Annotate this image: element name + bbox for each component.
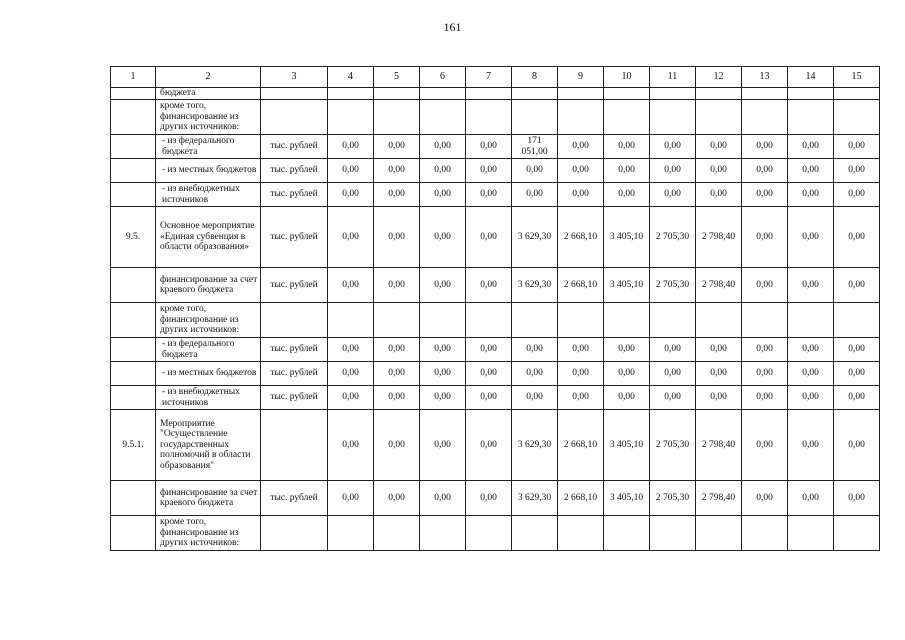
value-cell: 0,00 bbox=[696, 159, 742, 183]
value-cell bbox=[650, 516, 696, 551]
value-cell: 0,00 bbox=[512, 386, 558, 410]
value-cell: 0,00 bbox=[420, 135, 466, 159]
value-cell: 0,00 bbox=[742, 207, 788, 268]
value-cell: 0,00 bbox=[374, 362, 420, 386]
value-cell bbox=[696, 516, 742, 551]
value-cell: 0,00 bbox=[466, 338, 512, 362]
unit-cell bbox=[261, 88, 328, 100]
unit-cell: тыс. рублей bbox=[261, 481, 328, 516]
value-cell: 0,00 bbox=[420, 410, 466, 481]
row-description-cell: - из внебюджетных источников bbox=[156, 183, 261, 207]
table-row bbox=[111, 481, 880, 516]
value-cell: 0,00 bbox=[834, 159, 880, 183]
value-cell: 0,00 bbox=[374, 481, 420, 516]
value-cell: 0,00 bbox=[374, 207, 420, 268]
row-description-cell: - из федерального бюджета bbox=[156, 135, 261, 159]
value-cell: 0,00 bbox=[328, 135, 374, 159]
value-cell: 0,00 bbox=[420, 183, 466, 207]
column-header: 13 bbox=[742, 67, 788, 88]
value-cell bbox=[512, 516, 558, 551]
value-cell: 2 798,40 bbox=[696, 268, 742, 303]
value-cell: 0,00 bbox=[420, 362, 466, 386]
value-cell bbox=[466, 100, 512, 135]
value-cell: 0,00 bbox=[834, 135, 880, 159]
value-cell: 2 705,30 bbox=[650, 481, 696, 516]
value-cell: 0,00 bbox=[558, 183, 604, 207]
value-cell bbox=[604, 516, 650, 551]
value-cell bbox=[420, 516, 466, 551]
unit-cell: тыс. рублей bbox=[261, 207, 328, 268]
value-cell: 0,00 bbox=[788, 386, 834, 410]
budget-table bbox=[110, 66, 880, 551]
value-cell: 0,00 bbox=[834, 481, 880, 516]
value-cell: 0,00 bbox=[788, 338, 834, 362]
row-number-cell bbox=[111, 481, 156, 516]
value-cell bbox=[650, 100, 696, 135]
value-cell: 0,00 bbox=[328, 268, 374, 303]
row-description-cell: финансирование за счет краевого бюджета bbox=[156, 481, 261, 516]
value-cell: 0,00 bbox=[742, 362, 788, 386]
row-number-cell bbox=[111, 516, 156, 551]
row-description-cell: кроме того, финансирование из других источников: bbox=[156, 303, 261, 338]
value-cell bbox=[374, 88, 420, 100]
value-cell bbox=[604, 88, 650, 100]
value-cell: 0,00 bbox=[374, 135, 420, 159]
value-cell: 2 705,30 bbox=[650, 410, 696, 481]
value-cell: 2 668,10 bbox=[558, 268, 604, 303]
value-cell bbox=[328, 88, 374, 100]
value-cell: 0,00 bbox=[834, 338, 880, 362]
value-cell bbox=[512, 303, 558, 338]
column-header: 9 bbox=[558, 67, 604, 88]
value-cell bbox=[420, 100, 466, 135]
value-cell: 0,00 bbox=[834, 410, 880, 481]
value-cell: 0,00 bbox=[466, 135, 512, 159]
value-cell: 0,00 bbox=[834, 183, 880, 207]
value-cell: 0,00 bbox=[834, 362, 880, 386]
value-cell: 0,00 bbox=[604, 135, 650, 159]
value-cell: 0,00 bbox=[788, 410, 834, 481]
value-cell: 0,00 bbox=[420, 338, 466, 362]
value-cell: 0,00 bbox=[650, 386, 696, 410]
value-cell: 0,00 bbox=[788, 135, 834, 159]
value-cell: 3 629,30 bbox=[512, 481, 558, 516]
value-cell: 2 705,30 bbox=[650, 268, 696, 303]
value-cell: 0,00 bbox=[696, 338, 742, 362]
value-cell bbox=[742, 100, 788, 135]
value-cell bbox=[788, 303, 834, 338]
value-cell: 0,00 bbox=[650, 159, 696, 183]
row-description-cell: кроме того, финансирование из других источников: bbox=[156, 516, 261, 551]
value-cell: 3 629,30 bbox=[512, 207, 558, 268]
value-cell: 0,00 bbox=[466, 159, 512, 183]
value-cell bbox=[420, 303, 466, 338]
unit-cell: тыс. рублей bbox=[261, 386, 328, 410]
unit-cell bbox=[261, 516, 328, 551]
row-description-cell: бюджета bbox=[156, 88, 261, 100]
value-cell bbox=[374, 100, 420, 135]
value-cell: 0,00 bbox=[466, 481, 512, 516]
unit-cell: тыс. рублей bbox=[261, 362, 328, 386]
value-cell: 0,00 bbox=[558, 362, 604, 386]
unit-cell: тыс. рублей bbox=[261, 183, 328, 207]
value-cell: 0,00 bbox=[788, 362, 834, 386]
value-cell: 0,00 bbox=[328, 183, 374, 207]
value-cell: 2 668,10 bbox=[558, 481, 604, 516]
unit-cell: тыс. рублей bbox=[261, 268, 328, 303]
value-cell bbox=[696, 303, 742, 338]
value-cell bbox=[788, 88, 834, 100]
row-number-cell bbox=[111, 386, 156, 410]
value-cell: 3 629,30 bbox=[512, 410, 558, 481]
value-cell: 3 405,10 bbox=[604, 481, 650, 516]
value-cell: 2 798,40 bbox=[696, 207, 742, 268]
value-cell: 0,00 bbox=[374, 338, 420, 362]
value-cell: 0,00 bbox=[466, 362, 512, 386]
column-header: 3 bbox=[261, 67, 328, 88]
value-cell: 0,00 bbox=[558, 135, 604, 159]
value-cell bbox=[742, 516, 788, 551]
row-description-cell: - из внебюджетных источников bbox=[156, 386, 261, 410]
column-header: 10 bbox=[604, 67, 650, 88]
value-cell bbox=[558, 88, 604, 100]
value-cell: 0,00 bbox=[696, 362, 742, 386]
value-cell bbox=[696, 88, 742, 100]
value-cell bbox=[328, 303, 374, 338]
value-cell: 0,00 bbox=[374, 410, 420, 481]
table-row bbox=[111, 207, 880, 268]
column-header: 14 bbox=[788, 67, 834, 88]
value-cell: 0,00 bbox=[604, 159, 650, 183]
value-cell: 0,00 bbox=[788, 481, 834, 516]
column-header: 7 bbox=[466, 67, 512, 88]
table-row bbox=[111, 386, 880, 410]
value-cell: 0,00 bbox=[834, 268, 880, 303]
row-number-cell bbox=[111, 303, 156, 338]
column-header: 1 bbox=[111, 67, 156, 88]
row-description-cell: - из местных бюджетов bbox=[156, 159, 261, 183]
value-cell: 0,00 bbox=[328, 338, 374, 362]
table-row bbox=[111, 338, 880, 362]
value-cell: 0,00 bbox=[466, 386, 512, 410]
column-header: 4 bbox=[328, 67, 374, 88]
value-cell: 0,00 bbox=[650, 183, 696, 207]
value-cell bbox=[374, 516, 420, 551]
value-cell bbox=[558, 303, 604, 338]
value-cell: 0,00 bbox=[420, 159, 466, 183]
value-cell bbox=[834, 516, 880, 551]
value-cell: 0,00 bbox=[328, 207, 374, 268]
value-cell: 0,00 bbox=[742, 135, 788, 159]
row-number-cell bbox=[111, 362, 156, 386]
row-number-cell bbox=[111, 183, 156, 207]
row-description-cell: финансирование за счет краевого бюджета bbox=[156, 268, 261, 303]
value-cell: 0,00 bbox=[420, 481, 466, 516]
table-row bbox=[111, 516, 880, 551]
value-cell: 0,00 bbox=[696, 135, 742, 159]
column-header: 8 bbox=[512, 67, 558, 88]
column-header: 15 bbox=[834, 67, 880, 88]
column-header: 12 bbox=[696, 67, 742, 88]
value-cell: 0,00 bbox=[466, 207, 512, 268]
value-cell bbox=[374, 303, 420, 338]
value-cell: 0,00 bbox=[512, 362, 558, 386]
table-row bbox=[111, 268, 880, 303]
table-row bbox=[111, 183, 880, 207]
value-cell bbox=[834, 303, 880, 338]
value-cell: 0,00 bbox=[696, 386, 742, 410]
value-cell: 171 051,00 bbox=[512, 135, 558, 159]
value-cell bbox=[696, 100, 742, 135]
value-cell: 0,00 bbox=[650, 362, 696, 386]
value-cell: 2 668,10 bbox=[558, 207, 604, 268]
value-cell: 0,00 bbox=[466, 410, 512, 481]
unit-cell: тыс. рублей bbox=[261, 338, 328, 362]
value-cell: 3 405,10 bbox=[604, 207, 650, 268]
value-cell bbox=[328, 516, 374, 551]
value-cell: 0,00 bbox=[374, 183, 420, 207]
value-cell: 0,00 bbox=[604, 386, 650, 410]
value-cell: 0,00 bbox=[742, 481, 788, 516]
row-description-cell: кроме того, финансирование из других источников: bbox=[156, 100, 261, 135]
value-cell: 0,00 bbox=[466, 268, 512, 303]
table-row bbox=[111, 362, 880, 386]
value-cell bbox=[604, 303, 650, 338]
column-header: 2 bbox=[156, 67, 261, 88]
row-number-cell bbox=[111, 159, 156, 183]
value-cell bbox=[742, 303, 788, 338]
value-cell bbox=[512, 88, 558, 100]
value-cell: 0,00 bbox=[328, 362, 374, 386]
table-row bbox=[111, 410, 880, 481]
row-number-cell bbox=[111, 88, 156, 100]
value-cell bbox=[742, 88, 788, 100]
value-cell: 0,00 bbox=[788, 183, 834, 207]
table-header-row bbox=[111, 67, 880, 88]
column-header: 11 bbox=[650, 67, 696, 88]
unit-cell: тыс. рублей bbox=[261, 159, 328, 183]
row-number-cell bbox=[111, 268, 156, 303]
value-cell: 0,00 bbox=[558, 338, 604, 362]
value-cell: 0,00 bbox=[374, 386, 420, 410]
value-cell: 0,00 bbox=[328, 481, 374, 516]
value-cell: 0,00 bbox=[374, 268, 420, 303]
value-cell: 0,00 bbox=[742, 183, 788, 207]
value-cell: 0,00 bbox=[788, 159, 834, 183]
value-cell: 2 668,10 bbox=[558, 410, 604, 481]
column-header: 6 bbox=[420, 67, 466, 88]
unit-cell bbox=[261, 303, 328, 338]
value-cell: 2 705,30 bbox=[650, 207, 696, 268]
value-cell: 0,00 bbox=[742, 338, 788, 362]
value-cell: 0,00 bbox=[834, 386, 880, 410]
value-cell: 0,00 bbox=[374, 159, 420, 183]
value-cell: 0,00 bbox=[420, 268, 466, 303]
table-row bbox=[111, 135, 880, 159]
value-cell: 3 405,10 bbox=[604, 268, 650, 303]
value-cell: 0,00 bbox=[466, 183, 512, 207]
value-cell bbox=[328, 100, 374, 135]
row-description-cell: Мероприятие "Осуществление государственных полномочий в области образования" bbox=[156, 410, 261, 481]
value-cell: 0,00 bbox=[558, 386, 604, 410]
value-cell: 0,00 bbox=[328, 410, 374, 481]
value-cell bbox=[788, 100, 834, 135]
value-cell: 0,00 bbox=[834, 207, 880, 268]
value-cell bbox=[420, 88, 466, 100]
value-cell bbox=[834, 100, 880, 135]
value-cell: 0,00 bbox=[742, 386, 788, 410]
value-cell: 0,00 bbox=[650, 135, 696, 159]
table-row bbox=[111, 100, 880, 135]
value-cell bbox=[466, 303, 512, 338]
value-cell: 0,00 bbox=[420, 386, 466, 410]
value-cell bbox=[558, 100, 604, 135]
row-number-cell bbox=[111, 100, 156, 135]
value-cell bbox=[650, 88, 696, 100]
value-cell bbox=[650, 303, 696, 338]
value-cell: 0,00 bbox=[788, 268, 834, 303]
value-cell: 0,00 bbox=[512, 159, 558, 183]
row-number-cell bbox=[111, 135, 156, 159]
value-cell: 2 798,40 bbox=[696, 481, 742, 516]
value-cell: 0,00 bbox=[742, 410, 788, 481]
value-cell: 3 405,10 bbox=[604, 410, 650, 481]
value-cell: 0,00 bbox=[650, 338, 696, 362]
value-cell: 2 798,40 bbox=[696, 410, 742, 481]
value-cell: 0,00 bbox=[742, 159, 788, 183]
value-cell: 0,00 bbox=[328, 386, 374, 410]
page-number: 161 bbox=[443, 20, 462, 34]
value-cell bbox=[466, 516, 512, 551]
value-cell: 3 629,30 bbox=[512, 268, 558, 303]
table-row bbox=[111, 303, 880, 338]
value-cell: 0,00 bbox=[512, 183, 558, 207]
value-cell: 0,00 bbox=[696, 183, 742, 207]
row-description-cell: Основное мероприятие «Единая субвенция в области образования» bbox=[156, 207, 261, 268]
value-cell: 0,00 bbox=[328, 159, 374, 183]
value-cell bbox=[834, 88, 880, 100]
unit-cell: тыс. рублей bbox=[261, 135, 328, 159]
value-cell: 0,00 bbox=[512, 338, 558, 362]
row-description-cell: - из местных бюджетов bbox=[156, 362, 261, 386]
table-row bbox=[111, 88, 880, 100]
value-cell: 0,00 bbox=[788, 207, 834, 268]
table-row bbox=[111, 159, 880, 183]
unit-cell bbox=[261, 100, 328, 135]
row-number-cell: 9.5.1. bbox=[111, 410, 156, 481]
value-cell bbox=[466, 88, 512, 100]
row-number-cell bbox=[111, 338, 156, 362]
row-description-cell: - из федерального бюджета bbox=[156, 338, 261, 362]
unit-cell bbox=[261, 410, 328, 481]
value-cell bbox=[788, 516, 834, 551]
value-cell: 0,00 bbox=[604, 338, 650, 362]
value-cell: 0,00 bbox=[604, 183, 650, 207]
value-cell: 0,00 bbox=[420, 207, 466, 268]
value-cell bbox=[558, 516, 604, 551]
value-cell bbox=[512, 100, 558, 135]
value-cell: 0,00 bbox=[604, 362, 650, 386]
value-cell: 0,00 bbox=[558, 159, 604, 183]
value-cell: 0,00 bbox=[742, 268, 788, 303]
column-header: 5 bbox=[374, 67, 420, 88]
row-number-cell: 9.5. bbox=[111, 207, 156, 268]
value-cell bbox=[604, 100, 650, 135]
